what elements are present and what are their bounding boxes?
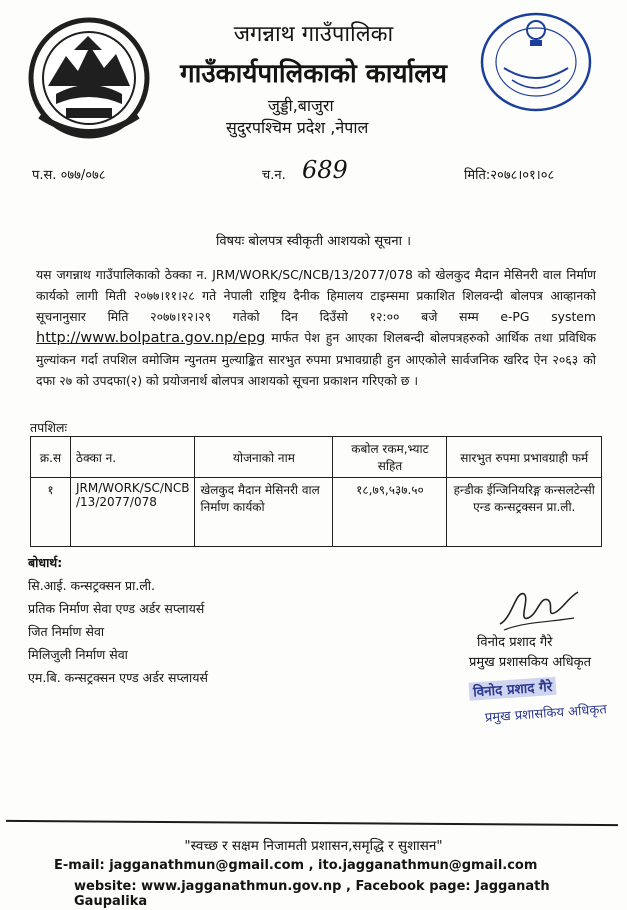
recipients-title: बोधार्थ: — [28, 555, 63, 570]
table-header-row — [31, 437, 602, 478]
col-header-project-name: योजनाको नाम — [195, 437, 333, 478]
col-header-bid-amount: कबोल रकम,भ्याट सहित — [333, 437, 447, 478]
footer-divider — [6, 820, 618, 826]
col-header-responsive-firm: सारभुत रुपमा प्रभावग्राही फर्म — [447, 437, 602, 478]
address-line-2: सुदुरपश्चिम प्रदेश ,नेपाल — [226, 118, 369, 137]
col-header-contract-no: ठेक्का न. — [71, 437, 195, 478]
seal-title: प्रमुख प्रशासकिय अधिकृत — [484, 702, 608, 726]
epg-link[interactable]: http://www.bolpatra.gov.np/epg — [36, 330, 266, 346]
list-item: एम.बि. कन्सट्रक्सन एण्ड अर्डर सप्लायर्स — [28, 670, 208, 685]
dispatch-number: 689 — [302, 156, 348, 184]
cell-responsive-firm: हन्डीक ईन्जिनियरिङ्ग कन्सलटेन्सी एन्ड कन्सट्रक्सन प्रा.ली. — [447, 478, 602, 547]
officer-name: विनोद प्रशाद गैरे — [477, 635, 553, 650]
footer-website: website: www.jagganathmun.gov.np , Facebook page: Jagganath Gaupalika — [74, 879, 550, 909]
office-name: गाउँकार्यपालिकाको कार्यालय — [180, 59, 447, 89]
dispatch-label: च.न. — [262, 168, 286, 183]
details-label: तपशिलः — [30, 420, 67, 435]
handwritten-signature — [494, 578, 584, 638]
footer-motto: "स्वच्छ र सक्षम निजामती प्रशासन,समृद्धि र सुशासन" — [184, 838, 443, 854]
notice-body-part-1: यस जगन्नाथ गाउँपालिकाको ठेक्का न. JRM/WORK/SC/NCB/13/2077/078 को खेलकुद मैदान मेसिनरी वाल निर्माण कार्यको लागी मिती २०७७।११।२८ गते नेपाली राष्ट्रिय दैनीक हिमालय टाइम्समा प्रकाशित शिलवन्दी बोलपत्र आव्हानको सूचनानुसार मिति २०७७।१२।२९ गतेको दिन दिउँसो १२:०० बजे सम्म e-PG system — [36, 267, 596, 324]
notice-body-part-2: मार्फत पेश हुन आएका शिलबन्दी बोलपत्रहरुको आर्थिक तथा प्रविधिक मुल्यांकन गर्दा तपशिल वमोजिम न्युनतम मुल्याङ्कित सारभुत रुपमा प्रभावग्राही हुन आएकोले सार्वजनिक खरिद ऐन २०६३ को दफा २७ को उपदफा(२) को प्रयोजनार्थ बोलपत्र आशयको सूचना प्रकाशन गरिएको छ । — [36, 330, 596, 388]
officer-seal — [464, 667, 612, 737]
col-header-serial: क्र.स — [31, 437, 71, 478]
bid-table — [30, 436, 602, 547]
municipality-name: जगन्नाथ गाउँपालिका — [233, 22, 394, 47]
address-line-1: जुड्डी,बाजुरा — [268, 96, 334, 115]
notice-body — [36, 264, 596, 391]
list-item: सि.आई. कन्सट्रक्सन प्रा.ली. — [28, 578, 156, 593]
footer-email: E-mail: jagganathmun@gmail.com , ito.jagganathmun@gmail.com — [54, 858, 538, 873]
list-item: मिलिजुली निर्माण सेवा — [28, 647, 128, 662]
cell-project-name: खेलकुद मैदान मेसिनरी वाल निर्माण कार्यको — [195, 478, 333, 547]
seal-name: विनोद प्रशाद गैरे — [468, 677, 556, 701]
fiscal-year: प.स. ०७७/०७८ — [32, 168, 106, 183]
cell-contract-no: JRM/WORK/SC/NCB /13/2077/078 — [71, 478, 195, 547]
list-item: प्रतिक निर्माण सेवा एण्ड अर्डर सप्लायर्स — [28, 601, 205, 616]
cell-bid-amount: १८,७९,५३७.५० — [333, 478, 447, 547]
recipients-list — [28, 551, 208, 689]
cell-serial: १ — [31, 478, 71, 547]
letter-date: मिति:२०७८।०१।०८ — [464, 168, 555, 183]
list-item: जित निर्माण सेवा — [28, 624, 105, 639]
officer-title: प्रमुख प्रशासकिय अधिकृत — [469, 655, 592, 670]
table-row — [31, 478, 602, 547]
subject-line: विषयः बोलपत्र स्वीकृती आशयको सूचना । — [215, 234, 412, 249]
